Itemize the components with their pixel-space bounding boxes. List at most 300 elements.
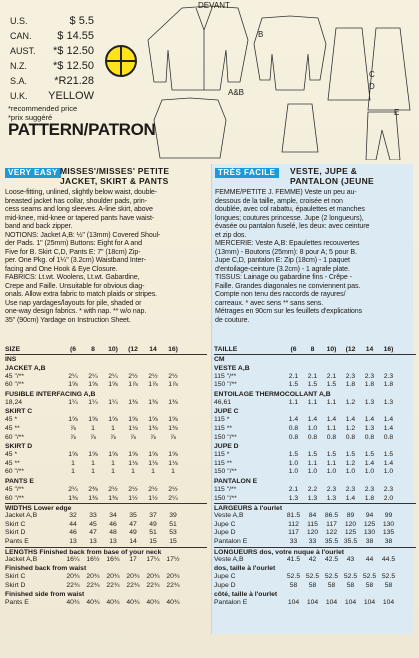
row-value: 130 <box>363 529 376 537</box>
section-title: JUPE C <box>214 408 239 416</box>
price-row <box>6 14 116 29</box>
row-value: 52.5 <box>286 573 301 581</box>
row-value: 1⅝ <box>148 416 158 424</box>
row-value: 2½ <box>168 485 178 493</box>
row-value: 1.3 <box>364 424 375 432</box>
table-row <box>214 495 416 504</box>
row-value: 0.8 <box>288 433 299 441</box>
row-value: 22¾ <box>106 581 120 589</box>
row-label: Jupe D <box>214 529 236 537</box>
side-title: côté, taille à l'ourlet <box>214 591 278 599</box>
row-value: 22¾ <box>126 581 140 589</box>
row-value: 16½ <box>86 555 100 563</box>
row-value: 1⅜ <box>148 424 158 432</box>
row-value: 2.1 <box>307 372 318 380</box>
row-value: 49 <box>129 529 137 537</box>
row-value: 22¾ <box>166 581 180 589</box>
row-value: 58 <box>289 581 298 589</box>
pants-e-sketch <box>366 112 400 160</box>
price-country: N.Z. <box>10 61 27 71</box>
drawing-label-devant: DEVANT <box>198 1 230 10</box>
price-row <box>6 59 116 74</box>
row-value: 2.1 <box>326 372 337 380</box>
row-value: 52.5 <box>343 573 358 581</box>
row-value: 44 <box>69 520 77 528</box>
row-value: 1.4 <box>364 459 375 467</box>
table-row <box>5 468 207 477</box>
row-value: ⅞ <box>110 433 116 441</box>
row-value: 1⅝ <box>148 451 158 459</box>
en-title-1: MISSES'/MISSES' PETITE <box>60 166 170 176</box>
registration-mark-icon <box>105 45 137 77</box>
row-value: 1.3 <box>383 398 394 406</box>
row-value: 46 <box>69 529 77 537</box>
row-value: 1 <box>111 424 115 432</box>
row-value: 1.0 <box>345 468 356 476</box>
desc-line: Métrages en 90cm sur les feuillets d'explications <box>215 307 363 315</box>
row-label: Pantalon E <box>214 599 248 607</box>
row-value: 1.0 <box>383 468 394 476</box>
row-value: 2¼ <box>88 372 98 380</box>
desc-line: Loose-fitting, unlined, slightly below waist, double- <box>5 188 158 196</box>
row-value: 16¾ <box>106 555 120 563</box>
row-value: 1.0 <box>326 468 337 476</box>
row-value: 22¾ <box>66 581 80 589</box>
row-value: 47 <box>89 529 97 537</box>
row-label: 115 ** <box>214 424 233 432</box>
row-value: 81.5 <box>286 512 301 520</box>
row-value: 1.5 <box>307 451 318 459</box>
row-value: 52.5 <box>324 573 339 581</box>
row-value: 1 <box>71 459 75 467</box>
table-row <box>214 451 416 460</box>
row-value: 17 <box>129 555 137 563</box>
table-row <box>5 373 207 382</box>
row-value: 1⅝ <box>108 416 118 424</box>
en-description <box>5 188 210 324</box>
row-value: 1.4 <box>383 459 394 467</box>
price-country: U.K. <box>10 91 28 101</box>
side-title: Finished side from waist <box>5 591 85 599</box>
size-col: (12 <box>345 346 356 353</box>
waist-title: Finished back from waist <box>5 565 87 573</box>
row-value: ⅞ <box>70 424 76 432</box>
row-value: 15 <box>149 537 157 545</box>
row-value: 1⅜ <box>148 398 158 406</box>
row-value: 0.8 <box>345 433 356 441</box>
row-value: 51 <box>149 529 157 537</box>
row-value: 15 <box>169 537 177 545</box>
table-row <box>5 495 207 504</box>
desc-line: FEMME/PETITE J. FEMME) Veste un peu au- <box>215 188 357 196</box>
row-value: 1⅞ <box>128 381 138 389</box>
fr-yardage-table <box>214 346 416 608</box>
row-value: 1⅝ <box>168 416 178 424</box>
skirt-back-sketch <box>282 104 318 152</box>
desc-line: de couture. <box>215 315 250 324</box>
row-value: 13 <box>109 537 117 545</box>
row-value: 40¾ <box>146 599 160 607</box>
row-value: 0.8 <box>364 433 375 441</box>
table-row <box>5 573 207 582</box>
row-value: 17¼ <box>146 555 160 563</box>
table-row <box>5 599 207 608</box>
row-value: 22¾ <box>86 581 100 589</box>
row-value: ⅞ <box>170 433 176 441</box>
section-title: INS <box>5 355 17 363</box>
row-value: 1.8 <box>345 381 356 389</box>
row-value: 1⅝ <box>68 416 78 424</box>
row-value: 20¾ <box>106 573 120 581</box>
section-title: VESTE A,B <box>214 364 250 372</box>
size-col: (6 <box>290 346 297 353</box>
row-value: 1.5 <box>326 381 337 389</box>
row-value: 43 <box>346 555 355 563</box>
en-yardage-table <box>5 346 207 608</box>
row-value: ⅞ <box>150 433 156 441</box>
waist-title: dos, taille à l'ourlet <box>214 565 276 573</box>
table-row <box>5 521 207 530</box>
table-row <box>214 373 416 382</box>
lengths-title: LONGUEURS dos, votre nuque à l'ourlet <box>214 547 416 556</box>
desc-line: carreaux. * avec sens ** sans sens. <box>215 298 324 307</box>
table-row <box>5 434 207 443</box>
jacket-a-sketch <box>154 98 226 158</box>
row-value: 1 <box>111 459 115 467</box>
desc-line: 35" (90cm) Yardage on Instruction Sheet. <box>5 315 131 324</box>
row-value: 48 <box>109 529 117 537</box>
row-value: 1 <box>91 468 95 476</box>
row-label: Jacket A,B <box>5 555 38 563</box>
row-value: 1.5 <box>307 381 318 389</box>
section-title: FUSIBLE INTERFACING A,B <box>5 390 96 398</box>
row-label: Skirt C <box>5 573 26 581</box>
table-row <box>214 512 416 521</box>
row-value: 2½ <box>148 372 158 380</box>
row-value: 2.3 <box>364 372 375 380</box>
recommended-note-fr: *prix suggéré <box>8 113 53 122</box>
row-value: ⅞ <box>90 433 96 441</box>
row-value: 1.5 <box>326 451 337 459</box>
price-row <box>6 89 116 104</box>
size-label: SIZE <box>5 346 21 353</box>
table-row <box>5 381 207 390</box>
row-value: 1½ <box>128 494 138 502</box>
row-label: Skirt D <box>5 581 26 589</box>
row-value: 1 <box>171 468 175 476</box>
table-row <box>214 425 416 434</box>
row-value: 1⅛ <box>128 424 138 432</box>
row-value: 1⅛ <box>148 459 158 467</box>
size-col: 14 <box>365 346 374 353</box>
row-value: 0.8 <box>326 433 337 441</box>
row-value: 94 <box>365 512 374 520</box>
row-value: 2½ <box>108 485 118 493</box>
price-value: *$ 12.50 <box>53 45 94 57</box>
desc-line: Faille. Grandes diagonales ne conviennent pas. <box>215 281 361 290</box>
row-value: 2½ <box>148 485 158 493</box>
row-value: 1⅝ <box>88 416 98 424</box>
row-value: 46 <box>109 520 117 528</box>
size-col: 8 <box>310 346 315 353</box>
table-row <box>214 538 416 547</box>
desc-line: Crepe and Faille. Unsuitable for obvious diag- <box>5 281 145 290</box>
row-value: 2¼ <box>108 372 118 380</box>
pattern-title: PATTERN/PATRON <box>8 120 156 139</box>
row-value: 35.5 <box>343 537 358 545</box>
row-value: 42 <box>308 555 317 563</box>
table-row <box>5 556 207 565</box>
row-value: 104 <box>344 599 357 607</box>
row-value: 1.8 <box>364 494 375 502</box>
row-value: 1.2 <box>345 398 356 406</box>
row-value: ⅞ <box>130 433 136 441</box>
desc-line: d'entoilage-ceinture (3.2cm) - 1 agrafe plate. <box>215 264 350 273</box>
size-col: 16) <box>168 346 178 353</box>
size-col: 16) <box>383 346 394 353</box>
drawing-label-ab: A&B <box>228 88 245 97</box>
row-value: 1¼ <box>68 398 78 406</box>
row-value: 20¾ <box>166 573 180 581</box>
row-value: 41.5 <box>286 555 301 563</box>
desc-line: breasted jacket has collar, shoulder pads, prin- <box>5 196 147 205</box>
row-value: 40¾ <box>126 599 140 607</box>
row-label: 150 "/** <box>214 468 237 476</box>
tres-facile-badge: TRÈS FACILE <box>215 168 279 178</box>
row-value: 1⅝ <box>68 451 78 459</box>
table-row <box>214 573 416 582</box>
price-country: CAN. <box>10 31 32 41</box>
price-country: AUST. <box>10 46 36 56</box>
row-value: 104 <box>325 599 338 607</box>
row-value: 1 <box>71 468 75 476</box>
desc-line: NOTIONS: Jacket A,B: ½" (13mm) Covered Shoul- <box>5 230 161 239</box>
size-col: 14 <box>149 346 157 353</box>
row-label: 150 "/** <box>214 433 237 441</box>
price-value: $ 14.55 <box>57 30 94 42</box>
row-value: 1⅜ <box>128 398 138 406</box>
row-value: 44.5 <box>381 555 396 563</box>
row-value: 1.4 <box>383 416 394 424</box>
row-value: 125 <box>363 520 376 528</box>
row-value: 1⅜ <box>108 494 118 502</box>
jacket-back-sketch <box>254 16 326 90</box>
table-row <box>5 538 207 547</box>
row-value: 52.5 <box>305 573 320 581</box>
row-value: 122 <box>325 529 338 537</box>
lengths-title: LENGTHS Finished back from base of your neck <box>5 547 207 556</box>
row-value: 20¾ <box>146 573 160 581</box>
row-value: 38 <box>384 537 393 545</box>
row-label: 150 "/** <box>214 494 237 502</box>
row-value: 2⅜ <box>88 485 98 493</box>
table-row <box>5 451 207 460</box>
row-value: 42.5 <box>324 555 339 563</box>
desc-line: FABRICS: Lt.wt. Woolens, Lt.wt. Gabardine, <box>5 273 140 281</box>
desc-line: der Pads. 1" (25mm) Buttons: Eight for A and <box>5 239 142 247</box>
skirt-c-sketch <box>328 28 370 100</box>
desc-line: facing and One Hook & Eye Closure. <box>5 264 118 273</box>
table-row <box>5 460 207 469</box>
row-value: 99 <box>384 512 393 520</box>
row-value: 1 <box>111 468 115 476</box>
row-value: 47 <box>129 520 137 528</box>
row-value: 2½ <box>128 485 138 493</box>
row-value: 1⅞ <box>168 381 178 389</box>
row-value: 58 <box>384 581 393 589</box>
section-title: SKIRT D <box>5 443 33 451</box>
price-value: *$ 12.50 <box>53 60 94 72</box>
row-value: 1⅝ <box>128 416 138 424</box>
row-value: 1.0 <box>288 468 299 476</box>
table-row <box>5 399 207 408</box>
row-value: 13 <box>89 537 97 545</box>
row-value: 40¾ <box>106 599 120 607</box>
row-value: 104 <box>287 599 300 607</box>
price-row <box>6 29 116 44</box>
row-value: 38 <box>365 537 374 545</box>
row-label: Jupe C <box>214 573 236 581</box>
size-col: 10) <box>108 346 118 353</box>
row-value: 2¼ <box>168 494 178 502</box>
desc-line: longues; coutures princesse. Jupe (2 longueurs), <box>215 213 364 222</box>
row-value: 1¼ <box>88 398 98 406</box>
row-label: Veste A,B <box>214 555 244 563</box>
row-value: 1⅝ <box>108 451 118 459</box>
desc-line: one-way design fabrics. * with nap. ** w/o nap. <box>5 307 147 315</box>
price-value: $ 5.5 <box>69 15 94 27</box>
table-row <box>214 582 416 591</box>
very-easy-badge: VERY EASY <box>5 168 61 178</box>
section-title: JUPE D <box>214 443 239 451</box>
desc-line: Use nap yardages/layouts for pile, shaded or <box>5 298 142 307</box>
row-value: 14 <box>129 537 137 545</box>
size-col: (6 <box>69 346 77 353</box>
row-value: 2.3 <box>345 485 356 493</box>
row-value: 1.4 <box>307 416 318 424</box>
row-value: 40¾ <box>166 599 180 607</box>
row-label: 45 "/** <box>5 485 25 493</box>
desc-line: band and back zipper. <box>5 222 73 230</box>
row-value: 1.1 <box>326 398 337 406</box>
row-value: 2.3 <box>364 485 375 493</box>
row-value: 84 <box>308 512 317 520</box>
widths-title: LARGEURS à l'ourlet <box>214 503 416 512</box>
row-value: 35.5 <box>324 537 339 545</box>
row-value: 1.5 <box>345 451 356 459</box>
row-value: 1.4 <box>345 494 356 502</box>
row-value: 32 <box>69 512 77 520</box>
row-label: Jacket A,B <box>5 512 38 520</box>
row-value: 1.5 <box>364 451 375 459</box>
row-label: Pantalon E <box>214 537 248 545</box>
row-value: 0.8 <box>288 424 299 432</box>
row-value: 104 <box>382 599 395 607</box>
row-value: 1.0 <box>288 459 299 467</box>
row-value: 1.8 <box>383 381 394 389</box>
row-value: 1.2 <box>345 459 356 467</box>
widths-title: WIDTHS Lower edge <box>5 503 207 512</box>
row-value: 45 <box>89 520 97 528</box>
row-value: 1.0 <box>307 424 318 432</box>
row-value: 2.3 <box>383 485 394 493</box>
desc-line: dessous de la taille, ample, croisée et non <box>215 196 343 205</box>
price-value: YELLOW <box>48 90 94 102</box>
row-label: 45 * <box>5 416 18 424</box>
row-value: 44 <box>365 555 374 563</box>
table-row <box>214 399 416 408</box>
row-value: 39 <box>169 512 177 520</box>
row-value: 53 <box>169 529 177 537</box>
en-title-2: JACKET, SKIRT & PANTS <box>60 176 169 186</box>
row-value: 1⅝ <box>108 381 118 389</box>
price-value: *R21.28 <box>54 75 94 87</box>
row-value: 1 <box>151 468 155 476</box>
desc-line: (13mm) - Boutons (25mm): 8 pour A; 5 pour B. <box>215 247 357 256</box>
row-value: 1.2 <box>345 424 356 432</box>
table-row <box>214 599 416 608</box>
row-value: 22¾ <box>146 581 160 589</box>
drawing-label-b: B <box>258 30 264 39</box>
row-value: 112 <box>288 520 299 528</box>
row-value: 2.0 <box>383 494 394 502</box>
price-country: U.S. <box>10 16 28 26</box>
row-value: 51 <box>169 520 177 528</box>
row-value: 1.4 <box>288 416 299 424</box>
row-value: 33 <box>89 512 97 520</box>
row-value: 2.3 <box>326 485 337 493</box>
row-value: 1.8 <box>364 381 375 389</box>
row-value: 1⅞ <box>148 381 158 389</box>
table-row <box>5 425 207 434</box>
row-value: 0.8 <box>383 433 394 441</box>
fr-title-1: VESTE, JUPE & <box>290 166 358 176</box>
row-value: 33 <box>289 537 298 545</box>
desc-line: Five for B. Skirt C,D, Pants E: 7" (18cm) Zip- <box>5 247 141 256</box>
row-value: 120 <box>344 520 357 528</box>
row-label: 46,61 <box>214 398 232 406</box>
desc-line: MERCERIE: Veste A,B: Epaulettes recouvertes <box>215 239 360 247</box>
table-row <box>214 529 416 538</box>
fr-description <box>215 188 415 324</box>
row-value: 20¾ <box>126 573 140 581</box>
row-value: 1⅜ <box>168 398 178 406</box>
desc-line: évasée ou pantalon fuselé, les deux: avec ceinture <box>215 222 370 230</box>
row-value: 2¼ <box>68 372 78 380</box>
row-value: ⅞ <box>70 433 76 441</box>
row-value: 117 <box>326 520 337 528</box>
row-label: 45 * <box>5 451 18 459</box>
desc-line: mid-knee, mid-knee or tapered pants have waist- <box>5 213 155 222</box>
desc-line: TISSUS: Lainage ou gabardine fins - Crêpe - <box>215 273 352 281</box>
desc-line: onals. Allow extra fabric to match plaids or stripes. <box>5 290 158 298</box>
price-list <box>6 14 116 122</box>
row-value: 125 <box>344 529 357 537</box>
row-value: 2.1 <box>288 372 299 380</box>
desc-line: Jupe C,D, pantalon E: Zip (18cm) - 1 paquet <box>215 256 350 264</box>
drawing-label-e: E <box>394 108 400 117</box>
size-header-row <box>5 346 207 355</box>
table-row <box>214 434 416 443</box>
jacket-front-sketch <box>148 6 248 90</box>
row-value: 120 <box>306 529 319 537</box>
row-value: 1.4 <box>345 416 356 424</box>
fr-title-2: PANTALON (JEUNE <box>290 176 374 186</box>
desc-line: per. One Pkg. of 1¼" (3.2cm) Waistband Inter- <box>5 256 146 264</box>
table-row <box>5 582 207 591</box>
row-value: 1.1 <box>326 424 337 432</box>
section-title: PANTALON E <box>214 477 258 485</box>
